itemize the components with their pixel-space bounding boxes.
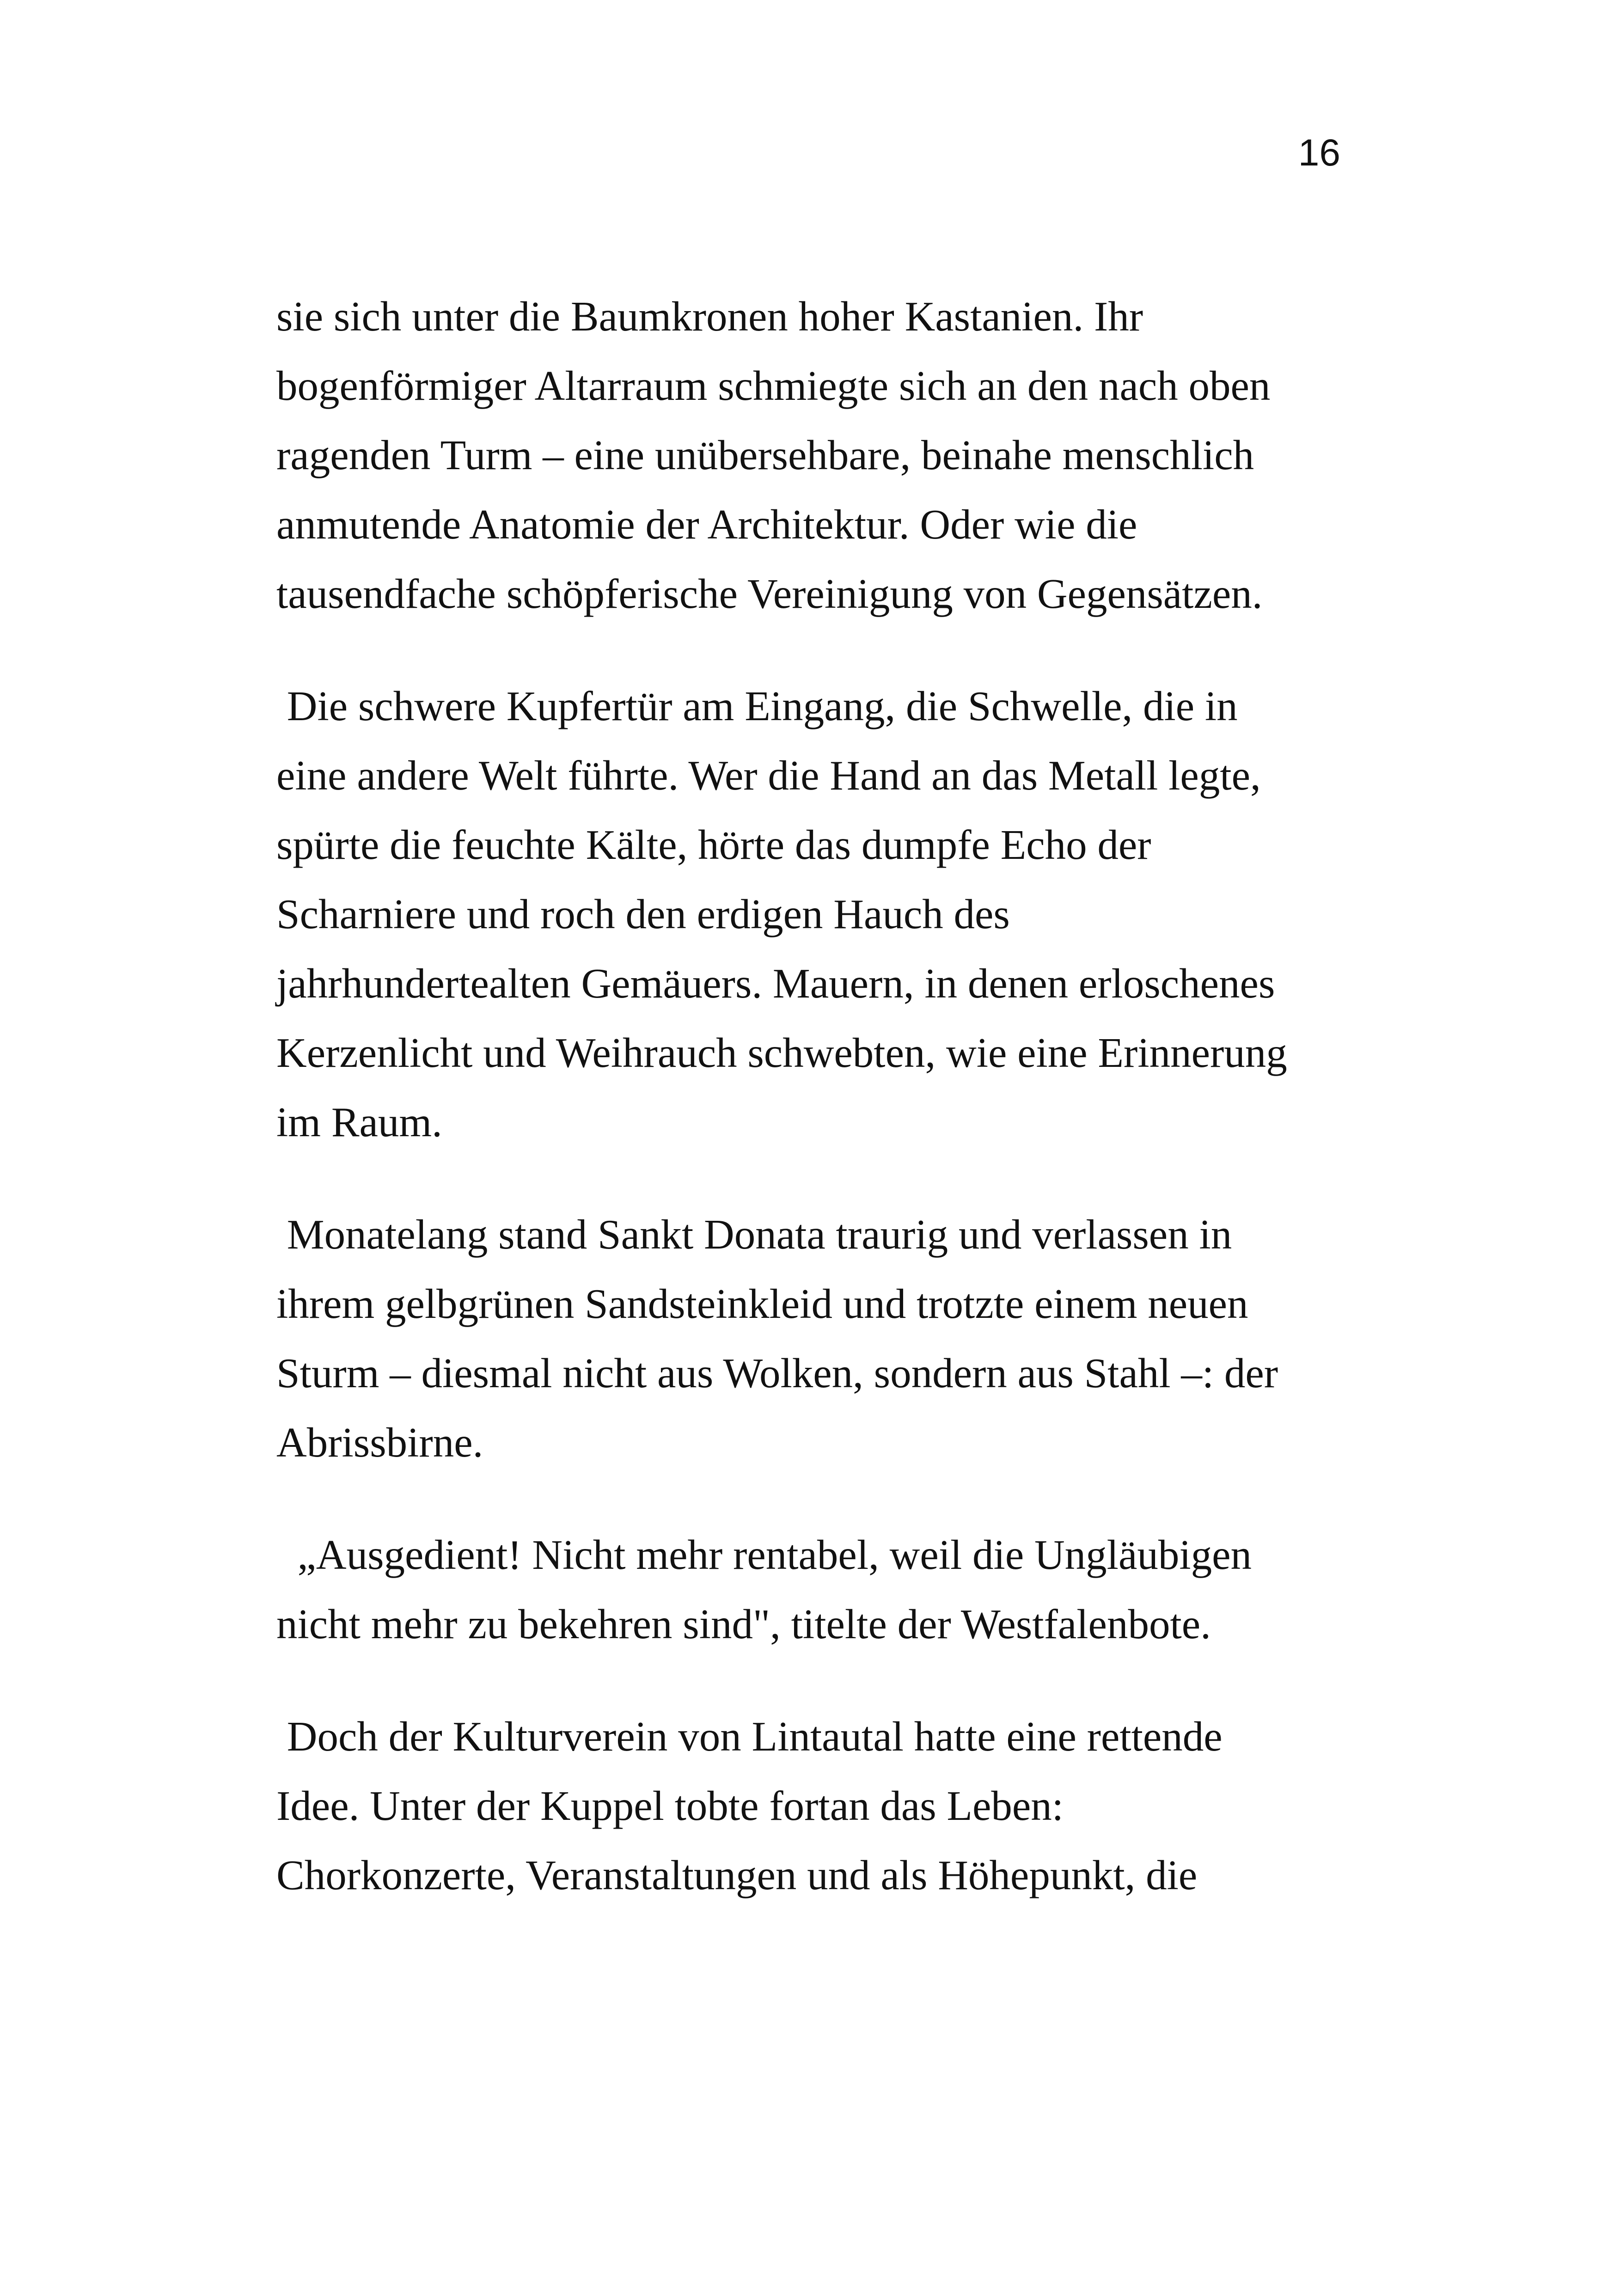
paragraph-3 <box>276 1200 1349 1477</box>
text-line: Doch der Kulturverein von Lintautal hatte eine rettende <box>276 1713 1223 1760</box>
paragraph-gap <box>276 629 1349 672</box>
text-line: Scharniere und roch den erdigen Hauch des <box>276 891 1010 937</box>
text-line: nicht mehr zu bekehren sind", titelte der Westfalenbote. <box>276 1601 1211 1647</box>
text-line: jahrhundertealten Gemäuers. Mauern, in denen erloschenes <box>276 960 1275 1007</box>
text-line: eine andere Welt führte. Wer die Hand an das Metall legte, <box>276 752 1261 799</box>
text-line: spürte die feuchte Kälte, hörte das dumpfe Echo der <box>276 821 1151 868</box>
text-line: „Ausgedient! Nicht mehr rentabel, weil die Ungläubigen <box>276 1531 1252 1578</box>
text-line: sie sich unter die Baumkronen hoher Kastanien. Ihr <box>276 293 1143 340</box>
paragraph-gap <box>276 1477 1349 1520</box>
text-line: Chorkonzerte, Veranstaltungen und als Höhepunkt, die <box>276 1852 1198 1898</box>
body-text <box>276 282 1349 1910</box>
page-number: 16 <box>1298 132 1340 174</box>
paragraph-1 <box>276 282 1349 629</box>
paragraph-gap <box>276 1659 1349 1702</box>
text-line: tausendfache schöpferische Vereinigung von Gegensätzen. <box>276 570 1263 617</box>
text-line: ragenden Turm – eine unübersehbare, beinahe menschlich <box>276 432 1254 478</box>
text-line: bogenförmiger Altarraum schmiegte sich an den nach oben <box>276 362 1271 409</box>
paragraph-5 <box>276 1702 1349 1910</box>
text-line: im Raum. <box>276 1099 442 1145</box>
text-line: anmutende Anatomie der Architektur. Oder wie die <box>276 501 1137 548</box>
paragraph-gap <box>276 1157 1349 1200</box>
text-line: Kerzenlicht und Weihrauch schwebten, wie eine Erinnerung <box>276 1029 1287 1076</box>
text-line: Monatelang stand Sankt Donata traurig und verlassen in <box>276 1211 1232 1258</box>
paragraph-2 <box>276 672 1349 1157</box>
text-line: Abrissbirne. <box>276 1419 483 1466</box>
text-line: Die schwere Kupfertür am Eingang, die Schwelle, die in <box>276 683 1238 729</box>
text-line: Idee. Unter der Kuppel tobte fortan das Leben: <box>276 1782 1064 1829</box>
text-line: Sturm – diesmal nicht aus Wolken, sondern aus Stahl –: der <box>276 1350 1278 1396</box>
text-line: ihrem gelbgrünen Sandsteinkleid und trotzte einem neuen <box>276 1280 1248 1327</box>
paragraph-4 <box>276 1520 1349 1659</box>
